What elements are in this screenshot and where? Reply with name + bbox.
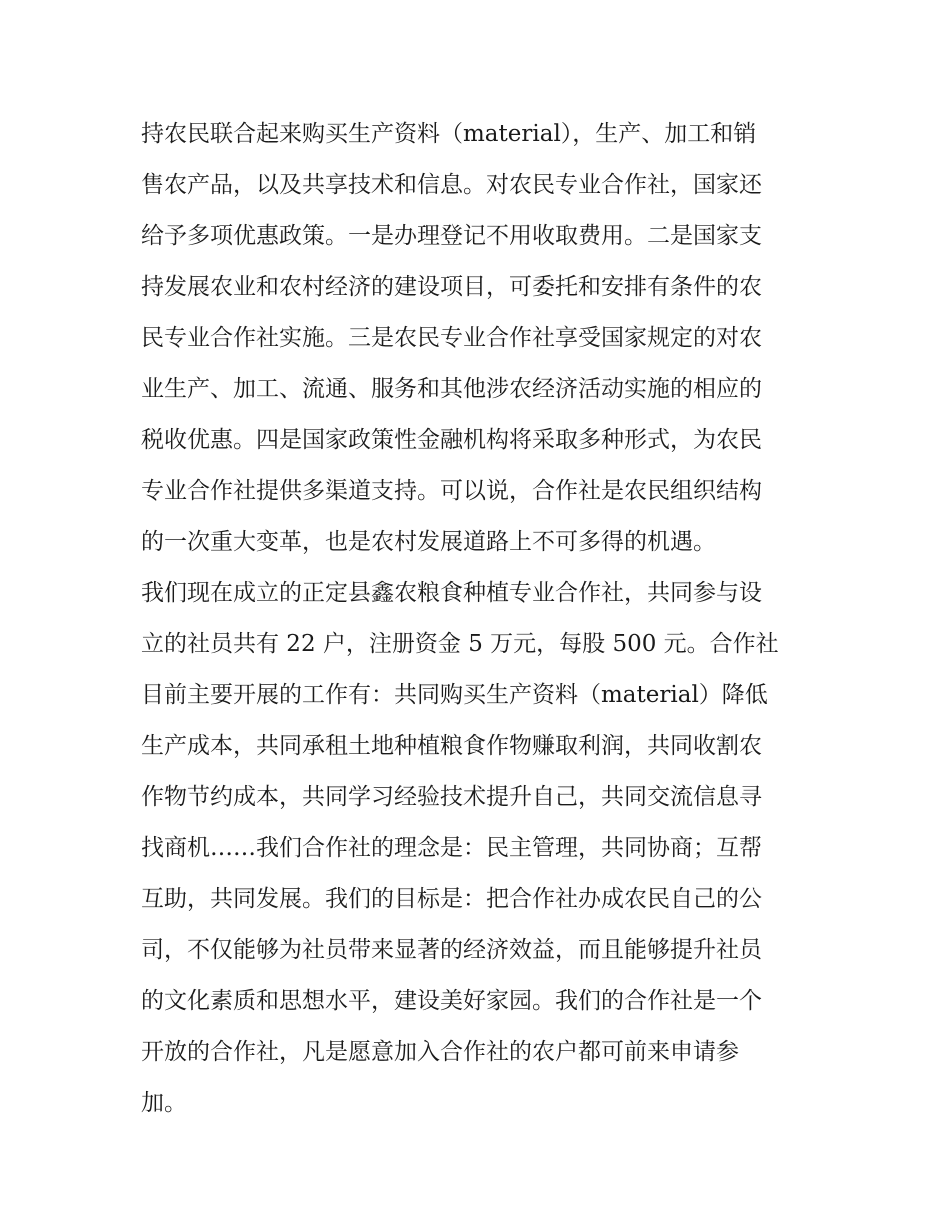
text-line: 目前主要开展的工作有：共同购买生产资料（material）降低	[141, 682, 768, 708]
text-line: 专业合作社提供多渠道支持。可以说，合作社是农民组织结构	[141, 478, 762, 504]
text-line: 的文化素质和思想水平，建设美好家园。我们的合作社是一个	[141, 988, 762, 1014]
text-line: 的一次重大变革，也是农村发展道路上不可多得的机遇。	[141, 529, 716, 555]
text-line: 司，不仅能够为社员带来显著的经济效益，而且能够提升社员	[141, 937, 762, 963]
text-line: 税收优惠。四是国家政策性金融机构将采取多种形式，为农民	[141, 427, 762, 453]
text-line: 开放的合作社，凡是愿意加入合作社的农户都可前来申请参	[141, 1039, 739, 1065]
text-line: 售农产品，以及共享技术和信息。对农民专业合作社，国家还	[141, 172, 762, 198]
text-line: 持发展农业和农村经济的建设项目，可委托和安排有条件的农	[141, 274, 762, 300]
text-line: 找商机……我们合作社的理念是：民主管理，共同协商；互帮	[141, 835, 762, 861]
text-line: 互助，共同发展。我们的目标是：把合作社办成农民自己的公	[141, 886, 762, 912]
text-line: 业生产、加工、流通、服务和其他涉农经济活动实施的相应的	[141, 376, 762, 402]
text-line: 立的社员共有 22 户，注册资金 5 万元，每股 500 元。合作社	[141, 631, 779, 657]
body-text	[141, 109, 813, 1129]
text-line: 生产成本，共同承租土地种植粮食作物赚取利润，共同收割农	[141, 733, 762, 759]
text-line: 作物节约成本，共同学习经验技术提升自己，共同交流信息寻	[141, 784, 762, 810]
text-line: 持农民联合起来购买生产资料（material），生产、加工和销	[141, 121, 757, 147]
text-line: 我们现在成立的正定县鑫农粮食种植专业合作社，共同参与设	[141, 580, 762, 606]
text-line: 加。	[141, 1090, 187, 1116]
text-line: 给予多项优惠政策。一是办理登记不用收取费用。二是国家支	[141, 223, 762, 249]
text-line: 民专业合作社实施。三是农民专业合作社享受国家规定的对农	[141, 325, 762, 351]
